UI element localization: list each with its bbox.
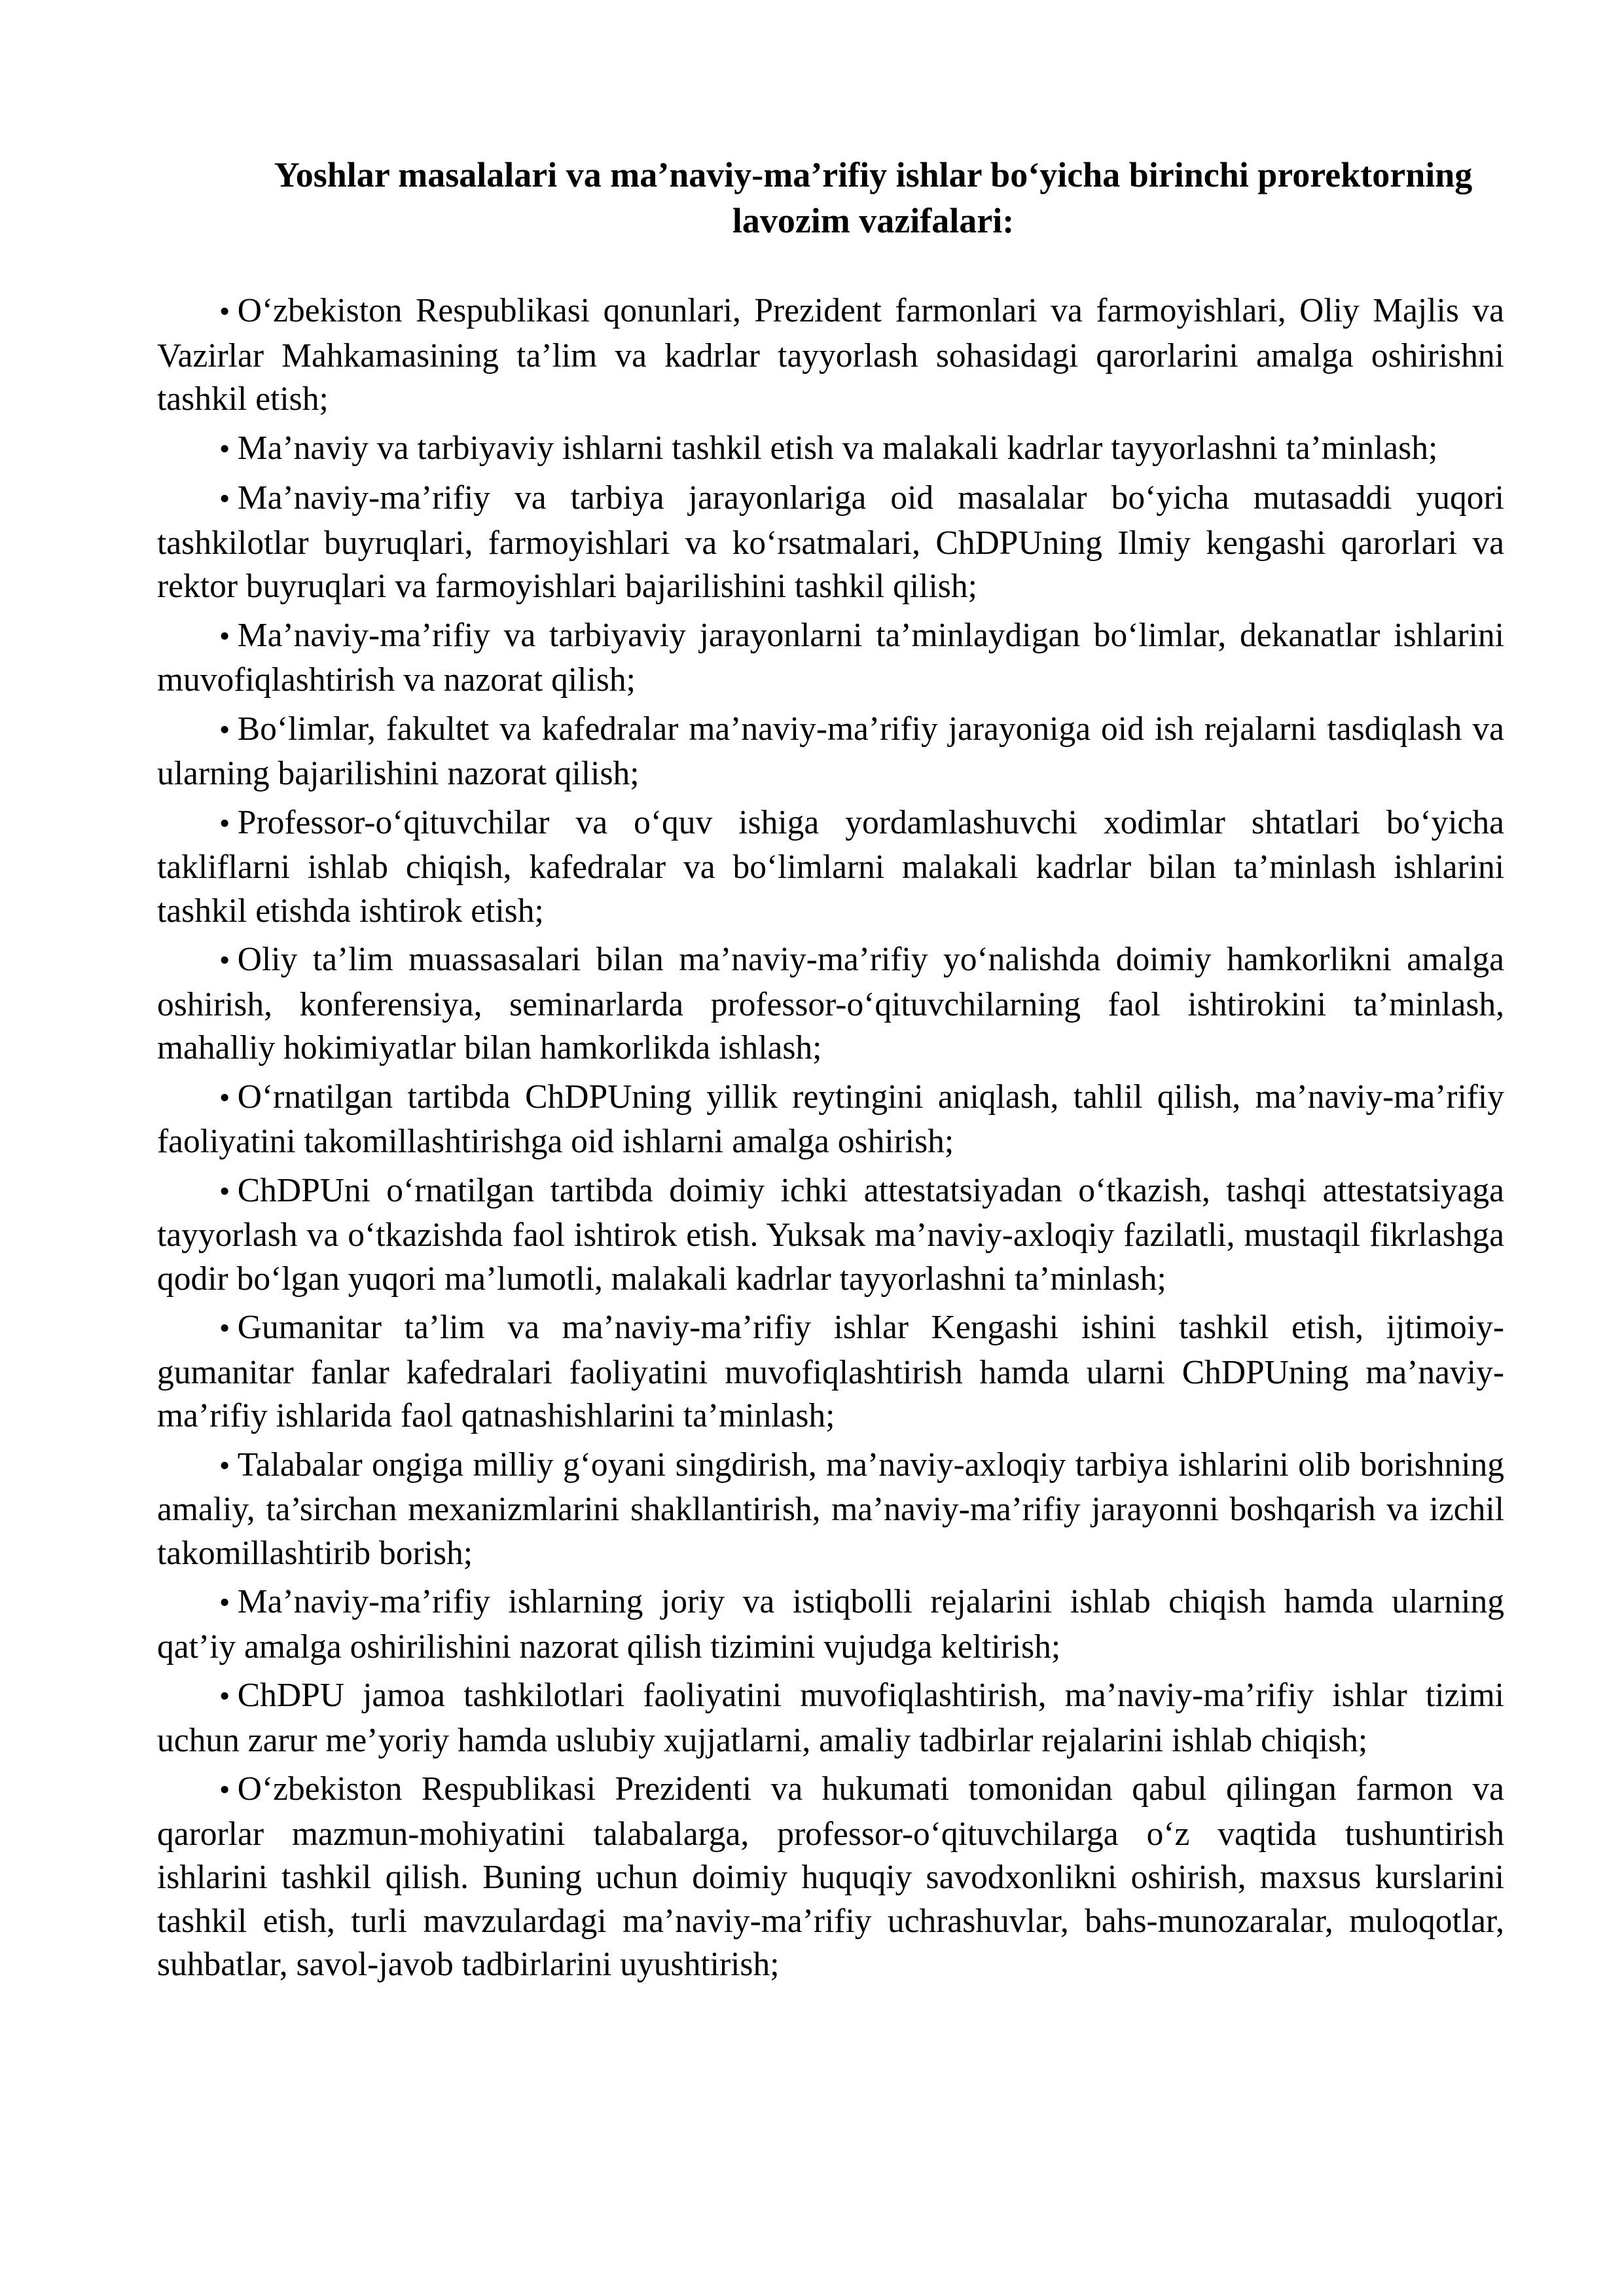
duty-item — [157, 1169, 1504, 1302]
duty-item — [157, 801, 1504, 934]
duty-text: ChDPUni o‘rnatilgan tartibda doimiy ichki attestatsiyadan o‘tkazish, tashqi attestatsiyaga tayyorlash va o‘tkazishda faol ishtirok etish. Yuksak ma’naviy-axloqiy fazilatli, mustaqil fikrlashga qodir bo‘lgan yuqori ma’lumotli, malakali kadrlar tayyorlashni ta’minlash; — [157, 1171, 1504, 1298]
duty-text: Oliy ta’lim muassasalari bilan ma’naviy-ma’rifiy yo‘nalishda doimiy hamkorlikni amalga oshirish, konferensiya, seminarlarda professor-o‘qituvchilarning faol ishtirokini ta’minlash, mahalliy hokimiyatlar bilan hamkorlikda ishlash; — [157, 941, 1504, 1066]
bullet-icon: • — [219, 483, 230, 516]
bullet-icon: • — [219, 432, 230, 466]
duty-text: O‘zbekiston Respublikasi qonunlari, Prezident farmonlari va farmoyishlari, Oliy Majlis va Vazirlar Mahkamasining ta’lim va kadrlar tayyorlash sohasidagi qarorlarini amalga oshirishni tashkil etish; — [157, 292, 1504, 418]
bullet-icon: • — [219, 807, 230, 841]
duty-item — [157, 938, 1504, 1070]
document-page — [157, 152, 1504, 1992]
duty-text: Talabalar ongiga milliy g‘oyani singdirish, ma’naviy-axloqiy tarbiya ishlarini olib borishning amaliy, ta’sirchan mexanizmlarini shakllantirish, ma’naviy-ma’rifiy jarayonni boshqarish va izchil takomillashtirib borish; — [157, 1446, 1504, 1572]
bullet-icon: • — [219, 295, 230, 329]
duty-item — [157, 708, 1504, 796]
duty-text: Gumanitar ta’lim va ma’naviy-ma’rifiy ishlar Kengashi ishini tashkil etish, ijtimoiy-gumanitar fanlar kafedralari faoliyatini muvofiqlashtirish hamda ularni ChDPUning ma’naviy-ma’rifiy ishlarida faol qatnashishlarini ta’minlash; — [157, 1309, 1504, 1434]
duty-item — [157, 1768, 1504, 1987]
bullet-icon: • — [219, 944, 230, 977]
bullet-icon: • — [219, 1081, 230, 1115]
duty-item — [157, 289, 1504, 422]
duty-text: O‘zbekiston Respublikasi Prezidenti va hukumati tomonidan qabul qilingan farmon va qarorlar mazmun-mohiyatini talabalarga, professor-o‘qituvchilarga o‘z vaqtida tushuntirish ishlarini tashkil qilish. Buning uchun doimiy huquqiy savodxonlikni oshirish, maxsus kurslarini tashkil etish, turli mavzulardagi ma’naviy-ma’rifiy uchrashuvlar, bahs-munozaralar, muloqotlar, suhbatlar, savol-javob tadbirlarini uyushtirish; — [157, 1770, 1504, 1983]
page-title: Yoshlar masalalari va ma’naviy-ma’rifiy ishlar bo‘yicha birinchi prorektorning lavozim vazifalari: — [274, 155, 1473, 240]
duty-text: ChDPU jamoa tashkilotlari faoliyatini muvofiqlashtirish, ma’naviy-ma’rifiy ishlar tizimi uchun zarur me’yoriy hamda uslubiy xujjatlarni, amaliy tadbirlar rejalarini ishlab chiqish; — [157, 1677, 1504, 1759]
duty-item — [157, 614, 1504, 702]
duty-item — [157, 1306, 1504, 1438]
bullet-icon: • — [219, 1774, 230, 1807]
bullet-icon: • — [219, 1449, 230, 1483]
bullet-icon: • — [219, 1312, 230, 1345]
duty-text: Bo‘limlar, fakultet va kafedralar ma’naviy-ma’rifiy jarayoniga oid ish rejalarni tasdiqlash va ularning bajarilishini nazorat qilish; — [157, 710, 1504, 792]
duty-item — [157, 1444, 1504, 1576]
bullet-icon: • — [219, 1175, 230, 1209]
duty-text: Professor-o‘qituvchilar va o‘quv ishiga yordamlashuvchi xodimlar shtatlari bo‘yicha takliflarni ishlab chiqish, kafedralar va bo‘limlarni malakali kadrlar bilan ta’minlash ishlarini tashkil etishda ishtirok etish; — [157, 803, 1504, 930]
bullet-icon: • — [219, 619, 230, 653]
duty-text: Ma’naviy-ma’rifiy ishlarning joriy va istiqbolli rejalarini ishlab chiqish hamda ularning qat’iy amalga oshirilishini nazorat qilish tizimini vujudga keltirish; — [157, 1583, 1504, 1666]
bullet-icon: • — [219, 1586, 230, 1620]
duty-text: O‘rnatilgan tartibda ChDPUning yillik reytingini aniqlash, tahlil qilish, ma’naviy-ma’rifiy faoliyatini takomillashtirishga oid ishlarni amalga oshirish; — [157, 1078, 1504, 1160]
duty-text: Ma’naviy-ma’rifiy va tarbiya jarayonlariga oid masalalar bo‘yicha mutasaddi yuqori tashkilotlar buyruqlari, farmoyishlari va ko‘rsatmalari, ChDPUning Ilmiy kengashi qarorlari va rektor buyruqlari va farmoyishlari bajarilishini tashkil qilish; — [157, 479, 1504, 605]
duties-list — [157, 289, 1504, 1987]
duty-item — [157, 1674, 1504, 1762]
duty-text: Ma’naviy va tarbiyaviy ishlarni tashkil etish va malakali kadrlar tayyorlashni ta’minlash; — [237, 429, 1438, 467]
duty-item — [157, 1076, 1504, 1164]
duty-item — [157, 477, 1504, 609]
bullet-icon: • — [219, 1680, 230, 1713]
duty-item — [157, 1580, 1504, 1669]
duty-text: Ma’naviy-ma’rifiy va tarbiyaviy jarayonlarni ta’minlaydigan bo‘limlar, dekanatlar ishlarini muvofiqlashtirish va nazorat qilish; — [157, 616, 1504, 699]
duty-item — [157, 427, 1504, 472]
bullet-icon: • — [219, 713, 230, 747]
